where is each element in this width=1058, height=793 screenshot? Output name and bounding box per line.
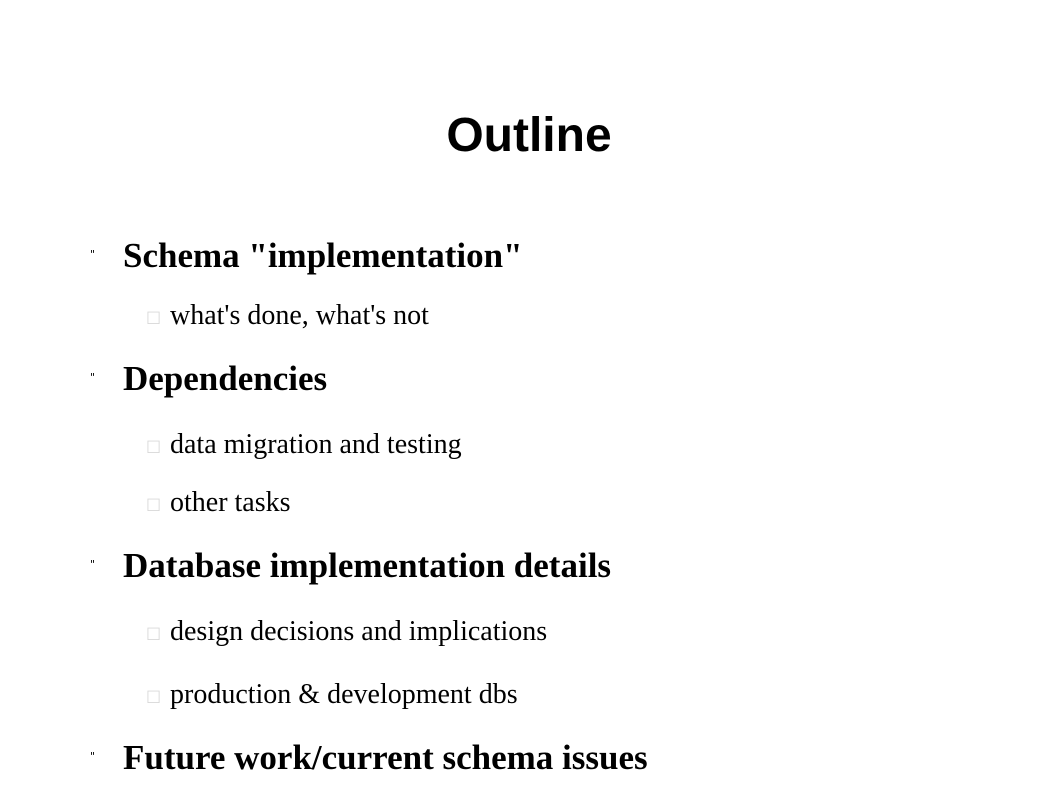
outline-item-label: Schema "implementation" xyxy=(123,236,523,275)
outline-subitem-label: what's done, what's not xyxy=(170,300,429,331)
outline-subitem-label: other tasks xyxy=(170,487,291,518)
slide-title: Outline xyxy=(446,109,612,162)
bullet-marker: " xyxy=(90,371,96,384)
sub-bullet-marker: □ xyxy=(146,307,162,326)
sub-bullet-marker: □ xyxy=(146,623,162,642)
outline-item-label: Dependencies xyxy=(123,359,328,398)
bullet-marker: " xyxy=(90,750,96,763)
bullet-marker: " xyxy=(90,248,96,261)
sub-bullet-marker: □ xyxy=(146,686,162,705)
outline-item-label: Future work/current schema issues xyxy=(123,738,648,777)
bullet-marker: " xyxy=(90,558,96,571)
outline-item-label: Database implementation details xyxy=(123,546,612,585)
sub-bullet-marker: □ xyxy=(146,494,162,513)
sub-bullet-marker: □ xyxy=(146,436,162,455)
outline-subitem-label: data migration and testing xyxy=(170,429,462,460)
outline-subitem-label: design decisions and implications xyxy=(170,616,548,647)
outline-subitem-label: production & development dbs xyxy=(170,679,518,710)
